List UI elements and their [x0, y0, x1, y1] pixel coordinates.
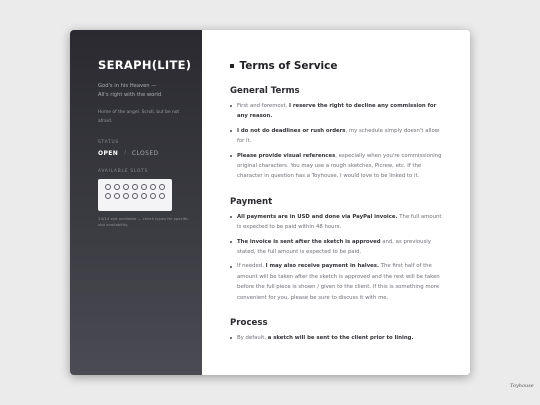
slot-circle-icon	[150, 184, 156, 190]
slot-circle-icon	[150, 193, 156, 199]
site-title: SERAPH(LITE)	[98, 58, 192, 72]
status-label: STATUS	[98, 139, 119, 145]
slots-grid	[98, 179, 172, 211]
list-item: Please provide visual references, especially when you're commissioning original characters. You may use a rough sketches, Picrew, etc. If the character in question has a Toyhouse, I would love to be linked to it.	[230, 151, 442, 182]
sidebar	[70, 30, 202, 375]
list-item: If needed, I may also receive payment in halves. The first half of the amount will be taken after the sketch is approved and the rest will be taken before the full piece is shown / given to the client. If this is something more convenient for you, please be sure to discuss it with me.	[230, 261, 442, 303]
list-item: All payments are in USD and done via PayPal invoice. The full amount is expected to be paid within 48 hours.	[230, 212, 442, 233]
section-heading-general: General Terms	[230, 86, 300, 96]
list-item: The invoice is sent after the sketch is approved and, as previously stated, the full amount is expected to be paid.	[230, 237, 442, 258]
square-bullet-icon	[230, 64, 234, 68]
status-closed: CLOSED	[131, 149, 159, 157]
slots-label: AVAILABLE SLOTS	[98, 168, 149, 174]
list-item: By default, a sketch will be sent to the client prior to lining.	[230, 333, 442, 343]
slot-circle-icon	[114, 193, 120, 199]
section-heading-process: Process	[230, 318, 268, 329]
slot-circle-icon	[105, 184, 111, 190]
page-title-text: Terms of Service	[239, 60, 338, 72]
payment-terms-list	[230, 212, 442, 303]
slot-circle-icon	[123, 193, 129, 199]
slot-circle-icon	[159, 193, 165, 199]
slots-note: 14/14 slot available — check types for specific slot availability.	[98, 215, 189, 228]
section-heading-payment: Payment	[230, 196, 273, 207]
motto	[98, 82, 202, 100]
site-description: Home of the angel. Scroll, but be not afraid.	[98, 110, 180, 124]
slot-circle-icon	[123, 184, 129, 190]
general-terms-list	[230, 101, 442, 182]
slot-circle-icon	[132, 193, 138, 199]
status-separator: /	[124, 150, 126, 157]
list-item: First and foremost, I reserve the right to decline any commission for any reason.	[230, 101, 442, 122]
slot-circle-icon	[141, 184, 147, 190]
motto-line: All's right with the world	[98, 92, 162, 99]
slot-circle-icon	[132, 184, 138, 190]
list-item: I do not do deadlines or rush orders, my schedule simply doesn't allow for it.	[230, 126, 442, 147]
slot-circle-icon	[159, 184, 165, 190]
slot-circle-icon	[105, 193, 111, 199]
main-content	[202, 30, 470, 375]
slot-circle-icon	[114, 184, 120, 190]
process-terms-list	[230, 333, 442, 343]
status-row	[98, 150, 202, 157]
toyhouse-signature-logo[interactable]: Toyhouse	[510, 383, 534, 389]
status-open: OPEN	[98, 149, 119, 157]
motto-line: God's in his Heaven —	[98, 83, 157, 89]
slot-circle-icon	[141, 193, 147, 199]
page-title	[230, 60, 470, 72]
tos-card	[70, 30, 470, 375]
